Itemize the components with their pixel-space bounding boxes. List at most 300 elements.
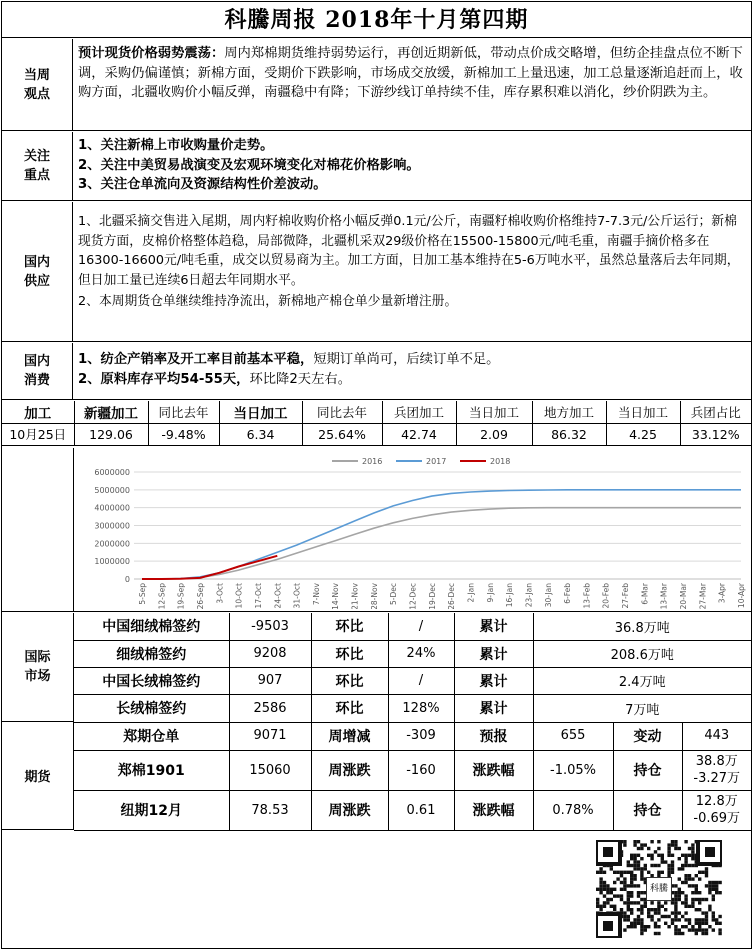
qr-module (647, 911, 650, 914)
qr-module (678, 867, 681, 870)
qr-module (674, 915, 677, 918)
table-cell: 36.8万吨 (533, 613, 751, 640)
qr-module (708, 925, 711, 928)
qr-module (678, 898, 681, 901)
qr-module (627, 884, 630, 887)
qr-module (671, 867, 674, 870)
processing-table (2, 401, 751, 446)
weekly-view-label: 当周 观点 (2, 39, 73, 130)
international-row (74, 640, 751, 667)
qr-module (701, 911, 704, 914)
qr-module (698, 928, 701, 931)
qr-module (630, 857, 633, 860)
qr-module (637, 894, 640, 897)
contract-name: 中国长绒棉签约 (74, 667, 229, 694)
qr-module (603, 884, 606, 887)
qr-module (623, 840, 626, 843)
futures-table (74, 722, 751, 831)
x-tick-label: 13-Mar (659, 583, 669, 609)
table-cell: -9.48% (148, 423, 219, 445)
qr-module (698, 925, 701, 928)
qr-module (681, 932, 684, 935)
x-tick-label: 26-Sep (195, 583, 205, 609)
table-cell: 周涨跌 (311, 750, 388, 790)
qr-module (718, 932, 721, 935)
qr-module (627, 908, 630, 911)
qr-module (691, 905, 694, 908)
focus-item: 1、关注新棉上市收购量价走势。 (78, 138, 274, 153)
qr-module (678, 857, 681, 860)
qr-module (688, 874, 691, 877)
domestic-supply-section (2, 202, 751, 342)
legend-label: 2018 (490, 457, 511, 466)
table-header: 地方加工 (532, 401, 606, 423)
qr-module (640, 871, 643, 874)
table-cell: 208.6万吨 (533, 640, 751, 667)
qr-module (650, 864, 653, 867)
qr-module (671, 871, 674, 874)
qr-module (678, 877, 681, 880)
qr-module (691, 847, 694, 850)
international-row (74, 613, 751, 640)
qr-module (684, 877, 687, 880)
qr-module (654, 911, 657, 914)
qr-module (667, 871, 670, 874)
qr-module (708, 881, 711, 884)
processing-chart-svg (74, 451, 751, 609)
qr-module (596, 905, 599, 908)
qr-module (599, 908, 602, 911)
qr-module (695, 922, 698, 925)
table-cell: 累计 (454, 613, 533, 640)
qr-module (667, 915, 670, 918)
qr-module (640, 857, 643, 860)
qr-module (664, 922, 667, 925)
qr-module (650, 857, 653, 860)
x-tick-label: 27-Mar (698, 583, 708, 609)
qr-module (644, 925, 647, 928)
qr-module (599, 877, 602, 880)
qr-module (644, 867, 647, 870)
table-cell: -160 (388, 750, 454, 790)
qr-module (674, 898, 677, 901)
qr-module (661, 905, 664, 908)
futures-name: 郑棉1901 (74, 750, 229, 790)
qr-module (681, 881, 684, 884)
qr-module (610, 888, 613, 891)
table-cell: 周涨跌 (311, 790, 388, 830)
qr-module (657, 905, 660, 908)
qr-module (640, 843, 643, 846)
qr-module (701, 898, 704, 901)
qr-module (705, 918, 708, 921)
qr-module (620, 888, 623, 891)
legend-label: 2016 (362, 457, 383, 466)
qr-module (671, 922, 674, 925)
qr-module (627, 860, 630, 863)
contract-name: 中国细绒棉签约 (74, 613, 229, 640)
processing-header-row (2, 401, 751, 423)
qr-module (623, 915, 626, 918)
qr-module (674, 928, 677, 931)
qr-module (613, 905, 616, 908)
qr-module (657, 840, 660, 843)
qr-module (718, 881, 721, 884)
qr-module (671, 911, 674, 914)
qr-module (701, 918, 704, 921)
domestic-supply-content (74, 202, 751, 341)
qr-module (599, 888, 602, 891)
qr-module (698, 922, 701, 925)
qr-module (667, 867, 670, 870)
qr-module (698, 877, 701, 880)
table-cell: 443 (682, 722, 751, 750)
qr-module (681, 864, 684, 867)
qr-module (650, 840, 653, 843)
qr-logo: 科騰 (646, 877, 672, 901)
processing-chart (74, 451, 751, 609)
qr-module (688, 854, 691, 857)
qr-module (657, 854, 660, 857)
x-tick-label: 13-Feb (582, 583, 592, 609)
qr-module (695, 874, 698, 877)
table-cell: -1.05% (533, 750, 613, 790)
table-header: 同比去年 (148, 401, 219, 423)
qr-module (630, 911, 633, 914)
qr-module (627, 925, 630, 928)
qr-module (674, 911, 677, 914)
qr-module (678, 932, 681, 935)
x-tick-label: 10-Apr (737, 583, 746, 609)
qr-module (684, 860, 687, 863)
y-tick-label: 3000000 (94, 521, 130, 531)
qr-module (623, 888, 626, 891)
report-title: 科騰周报 2018年十月第四期 (2, 2, 751, 38)
qr-module (705, 911, 708, 914)
qr-module (688, 864, 691, 867)
table-cell: 4.25 (606, 423, 680, 445)
table-header: 兵团加工 (382, 401, 456, 423)
qr-module (667, 864, 670, 867)
qr-module (630, 884, 633, 887)
qr-module (678, 847, 681, 850)
qr-module (674, 843, 677, 846)
qr-module (691, 850, 694, 853)
qr-module (623, 928, 626, 931)
table-cell: 86.32 (532, 423, 606, 445)
qr-module (715, 891, 718, 894)
qr-module (630, 922, 633, 925)
qr-module (681, 901, 684, 904)
qr-module (644, 928, 647, 931)
qr-module (637, 860, 640, 863)
supply-paragraph-2: 2、本周期货仓单继续维持净流出，新棉地产棉仓单少量新增注册。 (78, 294, 458, 309)
qr-module (627, 901, 630, 904)
qr-module (640, 911, 643, 914)
qr-module (599, 881, 602, 884)
qr-module (688, 905, 691, 908)
qr-module (684, 894, 687, 897)
qr-module (633, 922, 636, 925)
qr-module (603, 894, 606, 897)
qr-module (667, 850, 670, 853)
qr-module (715, 888, 718, 891)
x-tick-label: 2-Jan (466, 583, 476, 603)
qr-module (633, 864, 636, 867)
qr-module (640, 877, 643, 880)
qr-module (681, 854, 684, 857)
qr-module (698, 901, 701, 904)
qr-module (637, 901, 640, 904)
y-tick-label: 2000000 (94, 539, 130, 549)
processing-label: 加工 (2, 401, 74, 423)
qr-module (657, 908, 660, 911)
table-header: 新疆加工 (74, 401, 148, 423)
qr-module (633, 874, 636, 877)
series-line-2017 (142, 490, 741, 579)
qr-module (671, 860, 674, 863)
x-tick-label: 12-Dec (408, 583, 418, 609)
x-tick-label: 7-Nov (311, 583, 321, 606)
qr-module (688, 877, 691, 880)
qr-module (695, 932, 698, 935)
qr-module (637, 891, 640, 894)
qr-module (637, 854, 640, 857)
x-tick-label: 20-Mar (679, 583, 689, 609)
qr-module (620, 874, 623, 877)
qr-module (613, 894, 616, 897)
qr-module (633, 843, 636, 846)
qr-module (599, 884, 602, 887)
qr-module (623, 843, 626, 846)
qr-module (674, 901, 677, 904)
table-cell: 15060 (229, 750, 311, 790)
qr-module (603, 881, 606, 884)
qr-module (616, 877, 619, 880)
table-cell: 6.34 (219, 423, 302, 445)
qr-module (688, 884, 691, 887)
x-tick-label: 3-Apr (717, 583, 727, 604)
qr-module (661, 915, 664, 918)
qr-module (630, 854, 633, 857)
table-cell: 累计 (454, 640, 533, 667)
weekly-view-content (74, 39, 751, 130)
qr-module (712, 928, 715, 931)
qr-module (718, 915, 721, 918)
qr-module (691, 898, 694, 901)
qr-module (630, 901, 633, 904)
table-cell: 655 (533, 722, 613, 750)
qr-module (613, 908, 616, 911)
qr-module (678, 928, 681, 931)
qr-module (657, 925, 660, 928)
qr-module (650, 908, 653, 911)
qr-module (640, 867, 643, 870)
qr-module (623, 881, 626, 884)
qr-module (695, 918, 698, 921)
x-tick-label: 23-Jan (524, 583, 534, 608)
qr-module (684, 874, 687, 877)
qr-module (637, 867, 640, 870)
qr-module (657, 871, 660, 874)
qr-module (596, 901, 599, 904)
qr-module (691, 884, 694, 887)
qr-module (661, 871, 664, 874)
qr-module (640, 908, 643, 911)
qr-module (637, 864, 640, 867)
contract-name: 长绒棉签约 (74, 694, 229, 722)
qr-module (627, 905, 630, 908)
qr-module (674, 840, 677, 843)
x-tick-label: 6-Mar (640, 583, 650, 605)
x-tick-label: 17-Oct (253, 583, 263, 609)
qr-module (715, 922, 718, 925)
weekly-view-lead: 预计现货价格弱势震荡： (78, 46, 225, 61)
qr-module (688, 928, 691, 931)
contract-name: 细绒棉签约 (74, 640, 229, 667)
qr-module (637, 884, 640, 887)
futures-row (74, 722, 751, 750)
qr-module (667, 854, 670, 857)
qr-module (654, 922, 657, 925)
x-tick-label: 30-Jan (543, 583, 553, 608)
qr-module (640, 922, 643, 925)
qr-module (610, 891, 613, 894)
qr-module (705, 898, 708, 901)
qr-module (630, 871, 633, 874)
qr-module (633, 854, 636, 857)
table-cell: 2.09 (456, 423, 532, 445)
qr-module (674, 894, 677, 897)
qr-module (640, 847, 643, 850)
focus-item: 3、关注仓单流向及资源结构性价差波动。 (78, 177, 327, 192)
qr-module (603, 905, 606, 908)
processing-date: 10月25日 (2, 423, 74, 445)
qr-module (695, 884, 698, 887)
qr-module (657, 847, 660, 850)
x-tick-label: 27-Feb (621, 583, 631, 609)
qr-module (691, 928, 694, 931)
qr-module (664, 860, 667, 863)
qr-module (671, 918, 674, 921)
qr-module (606, 898, 609, 901)
qr-module (661, 857, 664, 860)
qr-module (657, 918, 660, 921)
qr-module (630, 908, 633, 911)
qr-module (637, 915, 640, 918)
table-cell: / (388, 667, 454, 694)
table-cell: -309 (388, 722, 454, 750)
qr-module (674, 884, 677, 887)
qr-module (674, 925, 677, 928)
qr-module (691, 891, 694, 894)
qr-module (701, 932, 704, 935)
qr-module (691, 877, 694, 880)
qr-module (606, 901, 609, 904)
qr-module (684, 881, 687, 884)
qr-module (616, 894, 619, 897)
qr-module (684, 925, 687, 928)
qr-module (650, 918, 653, 921)
futures-row (74, 750, 751, 790)
qr-module (708, 884, 711, 887)
qr-module (657, 932, 660, 935)
x-tick-label: 6-Feb (563, 583, 573, 604)
table-header: 兵团占比 (680, 401, 751, 423)
qr-module (695, 888, 698, 891)
qr-module (684, 901, 687, 904)
qr-module (630, 874, 633, 877)
qr-module (650, 915, 653, 918)
table-header: 当日加工 (219, 401, 302, 423)
qr-module (623, 884, 626, 887)
qr-finder-center (603, 921, 613, 931)
qr-module (627, 864, 630, 867)
domestic-consumption-section (2, 343, 751, 400)
qr-module (671, 840, 674, 843)
qr-module (613, 871, 616, 874)
qr-module (654, 850, 657, 853)
qr-module (637, 918, 640, 921)
table-cell: 持仓 (613, 790, 682, 830)
qr-module (684, 854, 687, 857)
qr-module (671, 854, 674, 857)
qr-module (633, 918, 636, 921)
qr-module (712, 898, 715, 901)
qr-module (606, 884, 609, 887)
futures-name: 郑期仓单 (74, 722, 229, 750)
qr-module (678, 911, 681, 914)
qr-module (691, 854, 694, 857)
qr-module (613, 881, 616, 884)
table-header: 当日加工 (606, 401, 680, 423)
qr-module (718, 922, 721, 925)
qr-module (640, 874, 643, 877)
table-cell: 环比 (311, 694, 388, 722)
qr-module (712, 915, 715, 918)
qr-module (708, 908, 711, 911)
qr-module (654, 908, 657, 911)
qr-module (644, 864, 647, 867)
qr-module (712, 894, 715, 897)
table-header: 同比去年 (302, 401, 382, 423)
qr-module (650, 854, 653, 857)
table-cell: 128% (388, 694, 454, 722)
qr-module (633, 867, 636, 870)
qr-module (647, 925, 650, 928)
qr-module (708, 905, 711, 908)
focus-item: 2、关注中美贸易战演变及宏观环境变化对棉花价格影响。 (78, 157, 420, 173)
x-tick-label: 24-Oct (273, 583, 283, 609)
qr-module (627, 915, 630, 918)
qr-module (620, 881, 623, 884)
table-cell: 持仓 (613, 750, 682, 790)
focus-content (74, 132, 751, 200)
futures-label: 期货 (2, 722, 74, 830)
qr-module (603, 888, 606, 891)
table-cell: 907 (229, 667, 311, 694)
qr-module (664, 901, 667, 904)
table-cell: 0.78% (533, 790, 613, 830)
table-cell: 涨跌幅 (454, 790, 533, 830)
x-tick-label: 19-Sep (176, 583, 186, 609)
qr-module (599, 905, 602, 908)
qr-module (684, 905, 687, 908)
qr-module (654, 864, 657, 867)
qr-module (674, 847, 677, 850)
qr-module (630, 894, 633, 897)
qr-module (712, 888, 715, 891)
